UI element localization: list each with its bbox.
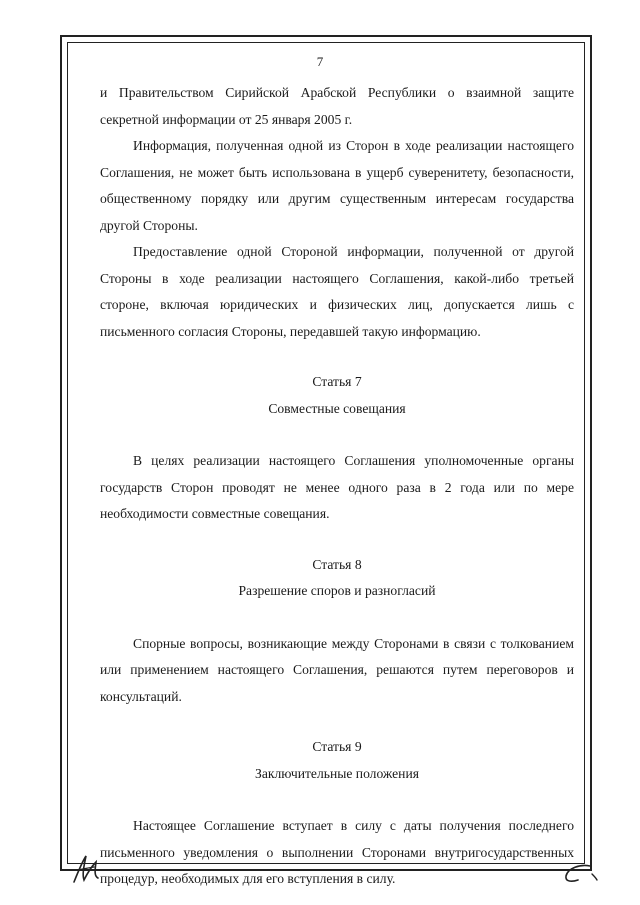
article-7-text: В целях реализации настоящего Соглашения уполномоченные органы государств Сторон проводят не менее одного раза в 2 года или по мере необходимости совместные совещания.: [100, 453, 574, 521]
paragraph-third-party: Предоставление одной Стороной информации, полученной от другой Стороны в ходе реализации настоящего Соглашения, какой-либо третьей стороне, включая юридических и физических лиц, допускается лишь с письменного согласия Стороны, передавшей такую информацию.: [100, 244, 574, 339]
page-number: 7: [316, 54, 324, 69]
paragraph-continuation: и Правительством Сирийской Арабской Республики о взаимной защите секретной информации от 25 января 2005 г.: [100, 85, 574, 127]
article-8-number: Статья 8: [312, 556, 362, 572]
article-9-number: Статья 9: [312, 739, 362, 754]
initials-signature-right: [560, 860, 604, 888]
document-body: [100, 80, 574, 893]
article-7-title: Совместные совещания: [268, 400, 406, 416]
article-8-title: Разрешение споров и разногласий: [238, 583, 436, 598]
paragraph-information-use: Информация, полученная одной из Сторон в ходе реализации настоящего Соглашения, не может быть использована в ущерб суверенитету, безопасности, общественному порядку или другим существенным интересам государства другой Стороны.: [100, 138, 574, 233]
article-9-title: Заключительные положения: [255, 765, 419, 781]
article-7-number: Статья 7: [312, 374, 362, 389]
initials-signature-left: [68, 848, 106, 888]
article-8-text: Спорные вопросы, возникающие между Сторонами в связи с толкованием или применением настоящего Соглашения, решаются путем переговоров и консультаций.: [100, 635, 574, 704]
article-9-text: Настоящее Соглашение вступает в силу с даты получения последнего письменного уведомления о выполнении Сторонами внутригосударственных процедур, необходимых для его вступления в силу.: [100, 818, 574, 886]
